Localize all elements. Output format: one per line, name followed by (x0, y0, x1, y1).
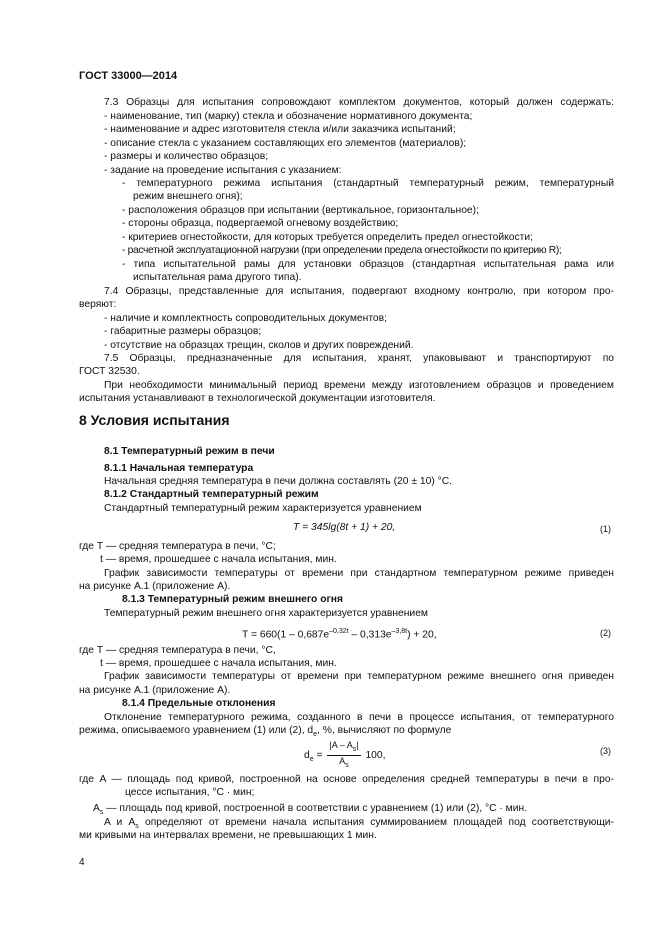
p75-line-2: При необходимости минимальный период времени между изготовлением образцов и проведением (104, 380, 614, 391)
s813-heading: 8.1.3 Температурный режим внешнего огня (122, 594, 343, 605)
where3-line-1: цессе испытания, °C · мин; (125, 787, 255, 798)
equation-3-number: (3) (600, 746, 611, 756)
eq2-mid: – 0,313e (348, 629, 392, 641)
s81-heading: 8.1 Температурный режим в печи (104, 446, 275, 457)
p73-line-5: - задание на проведение испытания с указанием: (104, 165, 342, 176)
p74-line-3: - габаритные размеры образцов; (104, 326, 262, 337)
p73-line-3: - описание стекла с указанием составляющих его элементов (материалов); (104, 138, 467, 149)
where2-line-0: где T — средняя температура в печи, °C, (79, 645, 276, 656)
equation-3 (304, 740, 386, 771)
s811-heading: 8.1.1 Начальная температура (104, 463, 254, 474)
eq3-eq: = (313, 750, 326, 762)
p73-line-8: - расположения образцов при испытании (вертикальное, горизонтальное); (122, 205, 479, 216)
eq3-lhs-sub: e (309, 756, 314, 764)
section-8-heading: 8 Условия испытания (79, 412, 230, 428)
where3-line-0: где A — площадь под кривой, построенной на основе определения средней температуры в печи в про- (79, 774, 614, 785)
where3-as: A (93, 803, 100, 814)
p74-line-1: веряют: (79, 299, 117, 310)
s814-text-sub: e (313, 731, 318, 739)
s814-text-a: режима, описываемого уравнением (1) или (2), d (79, 725, 314, 736)
graph1-line-0: График зависимости температуры от времени при стандартном температурном режиме приведен (104, 568, 614, 579)
eq2-lhs: T = 660(1 – 0,687e (242, 629, 330, 641)
p73-line-11: - расчетной эксплуатационной нагрузки (при определении предела огнестойкости по критерию R); (122, 245, 562, 256)
where3-as-text: — площадь под кривой, построенной в соответствии с уравнением (1) или (2), °C · мин. (103, 803, 528, 814)
eq2-exp2: –3,8t (391, 628, 408, 635)
eq3-rhs: 100, (362, 750, 386, 762)
p73-line-4: - размеры и количество образцов; (104, 151, 269, 162)
p74-line-0: 7.4 Образцы, представленные для испытания, подвергают входному контролю, при котором про- (104, 286, 614, 297)
equation-1-number: (1) (600, 524, 611, 534)
where1-line-1: t — время, прошедшее с начала испытания, мин. (100, 554, 337, 565)
p73-line-0: 7.3 Образцы для испытания сопровождают комплектом документов, который должен содержать: (104, 97, 614, 108)
final-sub: s (135, 823, 139, 831)
s814-text-b: , %, вычисляют по формуле (317, 725, 452, 736)
p75-line-1: ГОСТ 32530. (79, 366, 140, 377)
p73-line-1: - наименование, тип (марку) стекла и обозначение нормативного документа; (104, 111, 473, 122)
document-header: ГОСТ 33000—2014 (79, 70, 178, 82)
s814-heading: 8.1.4 Предельные отклонения (122, 698, 276, 709)
eq3-den: A (339, 755, 346, 766)
p73-line-2: - наименование и адрес изготовителя стекла и/или заказчика испытаний; (104, 124, 456, 135)
p73-line-9: - стороны образца, подвергаемой огневому воздействию; (122, 218, 399, 229)
eq3-den-sub: s (345, 761, 349, 769)
p75-line-3: испытания устанавливают в технологической документации изготовителя. (79, 393, 436, 404)
equation-2 (242, 625, 437, 641)
s814-text-line-0: Отклонение температурного режима, созданного в печи в процессе испытания, от температурного (104, 712, 614, 723)
p73-line-13: испытательная рама другого типа). (133, 272, 302, 283)
final-a: A и A (104, 817, 136, 828)
p73-line-7: режим внешнего огня); (133, 191, 243, 202)
p74-line-4: - отсутствие на образцах трещин, сколов и других повреждений. (104, 340, 414, 351)
page-number: 4 (79, 857, 85, 868)
eq2-exp1: –0,32t (329, 628, 349, 635)
s813-text: Температурный режим внешнего огня характеризуется уравнением (104, 608, 428, 619)
eq3-num-end: | (356, 740, 359, 750)
eq3-numerator (327, 740, 360, 756)
p73-line-10: - критериев огнестойкости, для которых требуется определить предел огнестойкости; (122, 232, 533, 243)
final-b: определяют от времени начала испытания суммированием площадей под соответствующи- (138, 817, 614, 828)
graph2-line-0: График зависимости температуры от времени при температурном режиме внешнего огня приведен (104, 671, 614, 682)
equation-2-number: (2) (600, 628, 611, 638)
where2-line-1: t — время, прошедшее с начала испытания, мин. (100, 658, 337, 669)
eq3-num-sub: s (352, 745, 357, 753)
s811-text: Начальная средняя температура в печи должна составлять (20 ± 10) °C. (104, 476, 453, 487)
eq3-lhs: d (304, 750, 310, 762)
equation-1: T = 345lg(8t + 1) + 20, (293, 522, 396, 533)
eq3-num: |A – A (329, 740, 353, 750)
s812-text: Стандартный температурный режим характеризуется уравнением (104, 503, 422, 514)
where1-line-0: где T — средняя температура в печи, °C; (79, 541, 276, 552)
graph1-line-1: на рисунке А.1 (приложение А). (79, 581, 231, 592)
eq3-fraction (327, 740, 360, 771)
p73-line-12: - типа испытательной рамы для установки образцов (стандартная испытательная рама или (122, 259, 614, 270)
p75-line-0: 7.5 Образцы, предназначенные для испытания, хранят, упаковывают и транспортируют по (104, 353, 614, 364)
graph2-line-1: на рисунке А.1 (приложение А). (79, 685, 231, 696)
s814-text-line-1 (79, 724, 451, 741)
final-line-1: ми кривыми на интервалах времени, не превышающих 1 мин. (79, 830, 377, 841)
eq2-rhs: ) + 20, (407, 629, 437, 641)
s812-heading: 8.1.2 Стандартный температурный режим (104, 489, 319, 500)
p73-line-6: - температурного режима испытания (стандартный температурный режим, температурный (122, 178, 614, 189)
eq3-denominator (327, 756, 360, 771)
where3-as-sub: s (99, 809, 104, 817)
p74-line-2: - наличие и комплектность сопроводительных документов; (104, 313, 387, 324)
